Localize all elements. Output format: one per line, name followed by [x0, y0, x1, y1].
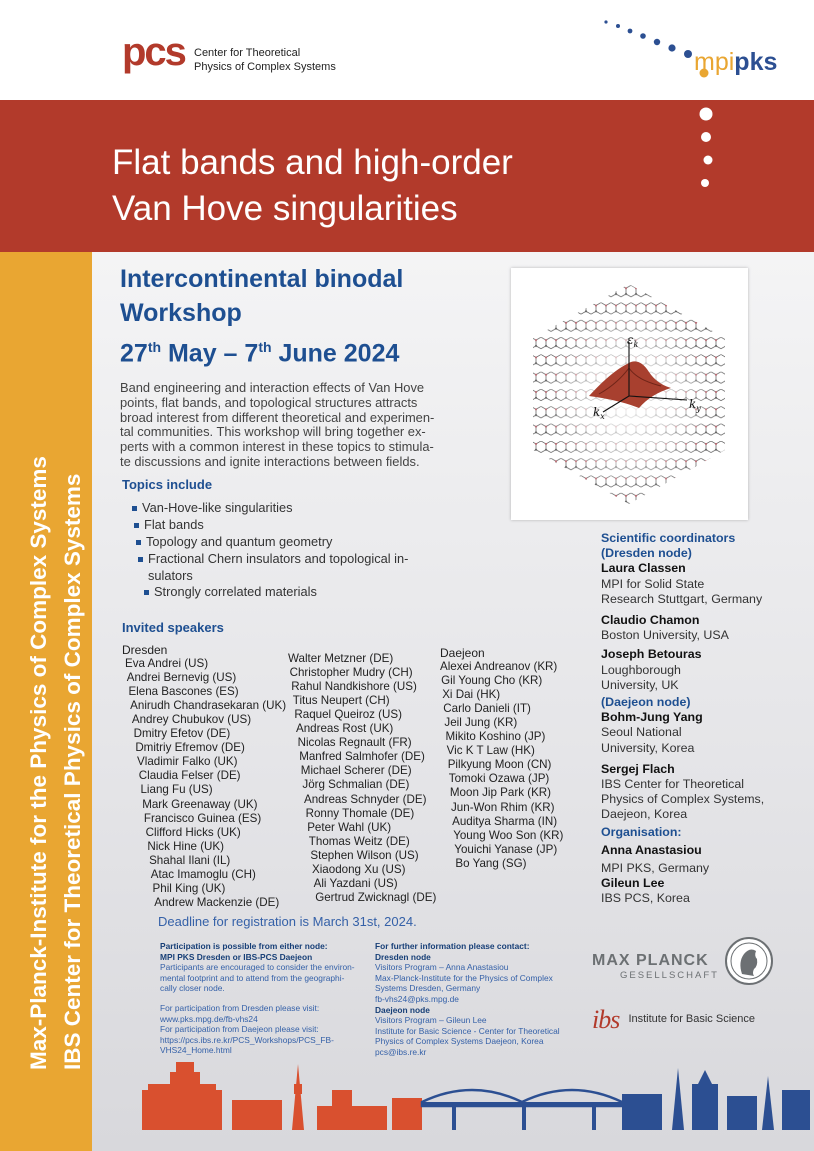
- speaker-name: Dmitry Efetov (DE): [133, 727, 231, 741]
- intro-line: te discussions and ignite interactions between fields.: [120, 453, 420, 469]
- subtitle-line1: Intercontinental binodal: [120, 265, 404, 293]
- speaker-name: Moon Jip Park (KR): [449, 786, 552, 800]
- mpipks-wordmark: [694, 48, 777, 77]
- vertical-line1: Max-Planck-Institute for the Physics of Complex Systems: [26, 456, 51, 1070]
- topic-item: [138, 551, 408, 566]
- topic-text: Van-Hove-like singularities: [142, 500, 293, 515]
- kx-axis-label: $k_x$: [593, 405, 605, 421]
- pcs-logo: [122, 30, 336, 86]
- contact-block: [375, 941, 560, 1058]
- topic-text: Topology and quantum geometry: [146, 534, 333, 549]
- topic-text: Strongly correlated materials: [154, 584, 317, 599]
- contact-line: Visitors Program – Gileun Lee: [375, 1015, 487, 1026]
- org-name: Anna Anastasiou: [601, 842, 702, 857]
- topic-item: [134, 517, 204, 532]
- speaker-name: Vic K T Law (HK): [446, 744, 535, 758]
- speaker-name: Andrey Chubukov (US): [131, 713, 252, 727]
- contact-line: Institute for Basic Science - Center for Theoretical: [375, 1025, 560, 1036]
- date-end: June 2024: [271, 339, 400, 368]
- minerva-emblem-icon: [724, 936, 774, 986]
- workshop-dates: [120, 330, 403, 370]
- speaker-name: Ali Yazdani (US): [313, 876, 398, 890]
- coord-aff: Seoul National: [601, 725, 682, 740]
- speaker-name: Auditya Sharma (IN): [452, 814, 558, 828]
- coord-name: Laura Classen: [601, 561, 686, 576]
- speaker-name: Manfred Salmhofer (DE): [299, 750, 425, 764]
- speaker-name: Alexei Andreanov (KR): [440, 660, 558, 673]
- intro-line: tal communities. This workshop will bring together ex-: [120, 424, 426, 440]
- speaker-name: Thomas Weitz (DE): [308, 834, 410, 848]
- topic-item: [136, 534, 332, 549]
- coord-aff: Daejeon, Korea: [601, 807, 688, 822]
- coord-heading: Scientific coordinators: [601, 531, 736, 545]
- coord-aff: IBS Center for Theoretical: [601, 777, 745, 792]
- dresden-link[interactable]: www.pks.mpg.de/fb-vhs24: [160, 1013, 258, 1024]
- daejeon-link-cont[interactable]: VHS24_Home.html: [160, 1045, 232, 1056]
- dresden-email[interactable]: fb-vhs24@pks.mpg.de: [375, 993, 459, 1004]
- mpipks-mpi: mpi: [694, 48, 735, 76]
- speaker-name: Jörg Schmalian (DE): [302, 778, 410, 792]
- contact-line: Physics of Complex Systems Daejeon, Korea: [375, 1036, 544, 1047]
- intro-paragraph: [120, 381, 434, 470]
- mpg-line1: MAX PLANCK: [592, 952, 709, 969]
- participation-line: cally closer node.: [160, 983, 225, 994]
- pcs-line2: Physics of Complex Systems: [194, 61, 336, 73]
- org-heading: Organisation:: [601, 824, 682, 839]
- speaker-name: Mark Greenaway (UK): [142, 797, 258, 811]
- intro-line: perts with a common interest in these topics to stimula-: [120, 439, 434, 455]
- speaker-name: Stephen Wilson (US): [310, 848, 419, 862]
- speaker-name: Jun-Won Rhim (KR): [451, 800, 555, 814]
- topic-item: [144, 584, 317, 599]
- date-start-day: 27: [120, 339, 148, 368]
- speaker-name: Xi Dai (HK): [442, 688, 501, 702]
- speaker-name: Xiaodong Xu (US): [312, 862, 406, 876]
- speaker-name: Mikito Koshino (JP): [445, 730, 546, 744]
- city-skyline-graphic: [92, 1050, 814, 1130]
- speaker-name: Clifford Hicks (UK): [145, 825, 241, 839]
- speaker-name: Young Woo Son (KR): [453, 828, 564, 842]
- date-sup: th: [258, 339, 272, 355]
- speaker-name: Peter Wahl (UK): [307, 820, 392, 834]
- participation-block: [160, 941, 355, 1056]
- contact-node: Dresden node: [375, 951, 431, 962]
- bullet-icon: [136, 540, 141, 545]
- speaker-name: Andreas Rost (UK): [296, 722, 394, 736]
- speaker-name: Michael Scherer (DE): [300, 764, 412, 778]
- speaker-name: Vladimir Falko (UK): [137, 755, 238, 769]
- coord-aff: Loughborough: [601, 662, 681, 677]
- speaker-name: Phil King (UK): [152, 881, 226, 895]
- speaker-name: Tomoki Ozawa (JP): [448, 772, 550, 786]
- speaker-name: Eva Andrei (US): [125, 657, 209, 670]
- speaker-name: Liang Fu (US): [140, 783, 213, 797]
- workshop-subtitle: [120, 262, 403, 370]
- topic-text: Flat bands: [144, 517, 204, 532]
- coord-aff: MPI for Solid State: [601, 576, 705, 591]
- daejeon-link[interactable]: https://pcs.ibs.re.kr/PCS_Workshops/PCS_FB-: [160, 1034, 334, 1045]
- max-planck-logo: [592, 952, 782, 992]
- coord-aff: Research Stuttgart, Germany: [601, 591, 763, 606]
- speaker-name: Atac Imamoglu (CH): [150, 867, 256, 881]
- topic-item-cont: sulators: [148, 568, 193, 583]
- ky-axis-label: $k_y$: [689, 397, 701, 413]
- speaker-name: Jeil Jung (KR): [444, 716, 518, 730]
- speaker-name: Youichi Yanase (JP): [454, 842, 558, 856]
- speaker-name: Elena Bascones (ES): [128, 685, 239, 699]
- contact-node: Daejeon node: [375, 1004, 430, 1015]
- topic-item: [132, 500, 293, 515]
- title-line2: Van Hove singularities: [112, 189, 458, 228]
- speaker-name: Nick Hine (UK): [147, 839, 225, 853]
- speaker-name: Raquel Queiroz (US): [294, 708, 402, 722]
- date-mid: May – 7: [161, 339, 259, 368]
- coord-aff: University, UK: [601, 677, 679, 692]
- org-name: Gileun Lee: [601, 876, 665, 891]
- speaker-name: Andrei Bernevig (US): [126, 671, 237, 685]
- coord-aff: Physics of Complex Systems,: [601, 792, 765, 807]
- bullet-icon: [138, 557, 143, 562]
- contact-line: Visitors Program – Anna Anastasiou: [375, 962, 509, 973]
- coord-heading-node: (Dresden node): [601, 546, 692, 561]
- vertical-institutes-text: [22, 70, 90, 1070]
- subtitle-line2: Workshop: [120, 299, 242, 327]
- page-title: [112, 140, 513, 232]
- bullet-icon: [144, 590, 149, 595]
- coord-name: Bohm-Jung Yang: [601, 710, 703, 725]
- participation-line: Participants are encouraged to consider the environ-: [160, 962, 355, 973]
- contact-line: Systems Dresden, Germany: [375, 983, 481, 994]
- coord-aff: University, Korea: [601, 740, 695, 755]
- dresden-label: Dresden: [122, 643, 168, 657]
- participation-line: For participation from Dresden please visit:: [160, 1002, 320, 1013]
- participation-line: mental footprint and to attend from the geographi-: [160, 972, 345, 983]
- hexagonal-lattice-graphic: [511, 268, 748, 520]
- speaker-name: Walter Metzner (DE): [288, 652, 394, 665]
- speaker-name: Gertrud Zwicknagl (DE): [315, 890, 437, 904]
- speakers-heading: Invited speakers: [122, 620, 224, 635]
- ibs-text: Institute for Basic Science: [628, 1013, 755, 1025]
- coord-aff: Boston University, USA: [601, 628, 729, 643]
- lattice-figure: [511, 268, 748, 520]
- speaker-name: Titus Neupert (CH): [292, 694, 390, 708]
- participation-heading: Participation is possible from either node:: [160, 941, 328, 951]
- contact-line: Max-Planck-Institute for the Physics of Complex: [375, 972, 553, 983]
- coordinators-block: [601, 531, 764, 907]
- speaker-name: Pilkyung Moon (CN): [447, 758, 552, 772]
- speaker-name: Anirudh Chandrasekaran (UK): [130, 699, 287, 713]
- speaker-name: Rahul Nandkishore (US): [291, 680, 417, 694]
- mpipks-pks: pks: [734, 48, 778, 76]
- contact-heading: For further information please contact:: [375, 941, 530, 951]
- speaker-name: Claudia Felser (DE): [138, 769, 241, 783]
- speaker-name: Andrew Mackenzie (DE): [154, 895, 280, 909]
- daejeon-email[interactable]: pcs@ibs.re.kr: [375, 1046, 427, 1057]
- coord-heading-node: (Daejeon node): [601, 695, 691, 710]
- speaker-name: Carlo Danieli (IT): [443, 702, 531, 716]
- org-aff: MPI PKS, Germany: [601, 861, 710, 876]
- speaker-name: Dmitriy Efremov (DE): [135, 741, 245, 755]
- topics-heading: Topics include: [122, 477, 213, 492]
- coord-name: Joseph Betouras: [601, 647, 702, 662]
- speaker-name: Andreas Schnyder (DE): [304, 792, 427, 806]
- bullet-icon: [134, 523, 139, 528]
- coord-name: Claudio Chamon: [601, 613, 700, 628]
- intro-line: Band engineering and interaction effects of Van Hove: [120, 380, 425, 395]
- vertical-line2: IBS Center for Theoretical Physics of Complex Systems: [60, 473, 85, 1070]
- intro-line: points, flat bands, and topological structures attracts: [120, 394, 418, 410]
- bullet-icon: [132, 506, 137, 511]
- speaker-name: Christopher Mudry (CH): [289, 666, 413, 680]
- ibs-logo: [592, 1005, 755, 1035]
- registration-deadline: Deadline for registration is March 31st, 2024.: [158, 914, 417, 929]
- speaker-name: Bo Yang (SG): [455, 856, 527, 870]
- mpipks-dots-logo: [590, 0, 814, 200]
- title-line1: Flat bands and high-order: [112, 143, 513, 182]
- mpg-line2: GESELLSCHAFT: [620, 970, 719, 981]
- topic-text: Fractional Chern insulators and topological in-: [148, 551, 409, 566]
- pcs-line1: Center for Theoretical: [194, 47, 301, 59]
- coord-name: Sergej Flach: [601, 761, 675, 776]
- speaker-name: Nicolas Regnault (FR): [297, 736, 412, 750]
- ibs-mark: ibs: [592, 1005, 620, 1034]
- pcs-logo-mark: pcs: [122, 30, 185, 74]
- eps-axis-label: $\varepsilon_k$: [627, 333, 639, 349]
- daejeon-label: Daejeon: [440, 646, 485, 660]
- date-sup: th: [147, 339, 162, 355]
- intro-line: broad interest from different theoretical and experimen-: [120, 409, 435, 425]
- participation-heading: MPI PKS Dresden or IBS-PCS Daejeon: [160, 951, 313, 962]
- speaker-name: Shahal Ilani (IL): [149, 853, 231, 867]
- speaker-name: Francisco Guinea (ES): [143, 811, 262, 825]
- participation-line: For participation from Daejeon please visit:: [160, 1024, 319, 1035]
- speaker-name: Gil Young Cho (KR): [441, 674, 543, 688]
- org-aff: IBS PCS, Korea: [601, 891, 690, 906]
- speaker-name: Ronny Thomale (DE): [305, 806, 415, 820]
